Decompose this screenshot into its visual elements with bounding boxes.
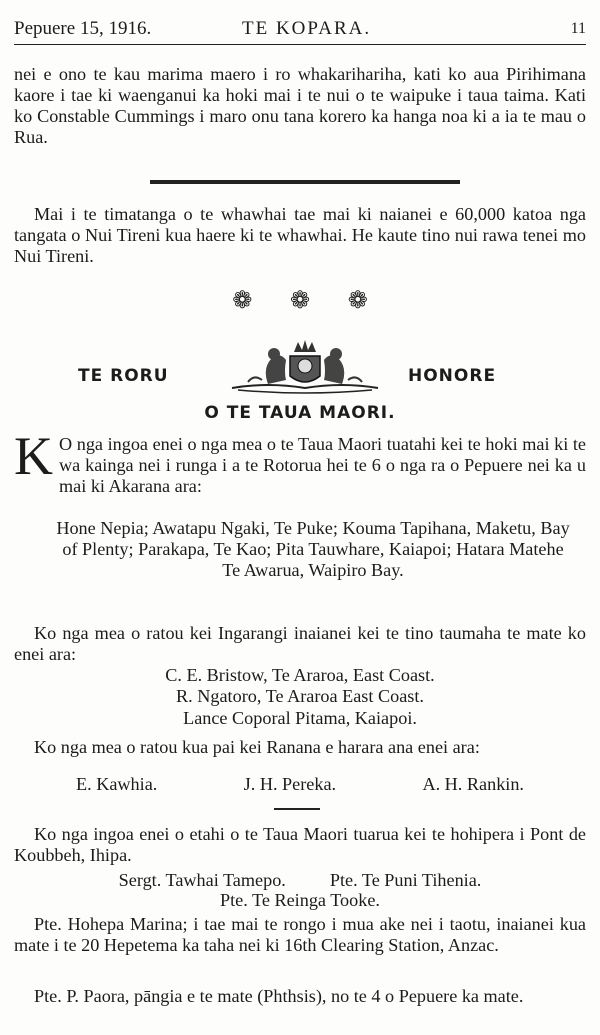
heading-left: TE RORU: [78, 366, 169, 386]
short-divider: [274, 808, 320, 810]
top-paragraph: nei e ono te kau marima maero i ro whakarihariha, kati ko aua Pirihimana kaore i tae ki waenganui ka hoki mai i te nui o te waipuke i taua taima. Kati ko Constable Cummings i maro onu tana korero ka hanga noa ki a ia te mau o Rua.: [14, 64, 586, 147]
section-divider: [150, 180, 460, 184]
flower-ornament-icon: ❁: [289, 286, 311, 314]
patient-name: Pte. Te Reinga Tooke.: [220, 890, 380, 910]
flower-ornament-icon: ❁: [232, 286, 253, 314]
intro-text: O nga ingoa enei o nga mea o te Taua Maori tuatahi kei te hoki mai ki te wa kainga nei i runga i a te Rotorua hei te 6 o nga ra o Pepuere nei ka u mai ki Akarana ara:: [59, 434, 586, 496]
marina-notice: Pte. Hohepa Marina; i tae mai te rongo i mua ake nei i taotu, inaianei kua mate i te 20 Hepetema ka taha nei ki 16th Clearing Station, Anzac.: [14, 914, 586, 955]
paora-notice: Pte. P. Paora, pāngia e te mate (Phthsis), no te 4 o Pepuere ka mate.: [34, 986, 524, 1006]
england-name: C. E. Bristow, Te Araroa, East Coast.: [165, 665, 435, 685]
page-number: 11: [570, 20, 586, 37]
london-intro: Ko nga mea o ratou kua pai kei Ranana e harara ana enei ara:: [34, 737, 480, 757]
second-names-row: [14, 870, 586, 891]
intro-paragraph: [14, 426, 586, 497]
newspaper-title: TE KOPARA.: [242, 18, 372, 39]
london-names-row: [14, 774, 586, 795]
second-force-intro: Ko nga ingoa enei o etahi o te Taua Maori tuarua kei te hohipera i Pont de Koubbeh, Ihipa.: [14, 824, 586, 865]
war-paragraph: Mai i te timatanga o te whawhai tae mai ki naianei e 60,000 katoa nga tangata o Nui Tireni kua haere ki te whawhai. He kaute tino nui rawa tenei mo Nui Tireni.: [14, 204, 586, 266]
london-name: A. H. Rankin.: [422, 774, 524, 794]
patient-name: Pte. Te Puni Tihenia.: [329, 870, 482, 890]
section-subheading: O TE TAUA MAORI.: [204, 403, 396, 423]
flower-ornaments: [0, 286, 600, 312]
royal-coat-of-arms-icon: [228, 338, 382, 394]
page-header: [14, 18, 586, 45]
patient-name: Sergt. Tawhai Tamepo.: [118, 870, 286, 890]
england-name: Lance Coporal Pitama, Kaiapoi.: [183, 708, 417, 728]
returning-names: Hone Nepia; Awatapu Ngaki, Te Puke; Kouma Tapihana, Maketu, Bay of Plenty; Parakapa, Te Kao; Pita Tauwhare, Kaiapoi; Hatara Matehe Te Awarua, Waipiro Bay.: [56, 518, 570, 580]
london-name: E. Kawhia.: [76, 774, 158, 794]
issue-date: Pepuere 15, 1916.: [14, 18, 152, 39]
drop-cap: K: [14, 426, 53, 486]
england-name: R. Ngatoro, Te Araroa East Coast.: [176, 686, 424, 706]
flower-ornament-icon: ❁: [347, 286, 368, 314]
heading-right: HONORE: [408, 366, 497, 386]
london-name: J. H. Pereka.: [243, 774, 337, 794]
england-intro: Ko nga mea o ratou kei Ingarangi inaianei kei te tino taumaha te mate ko enei ara:: [14, 623, 586, 664]
